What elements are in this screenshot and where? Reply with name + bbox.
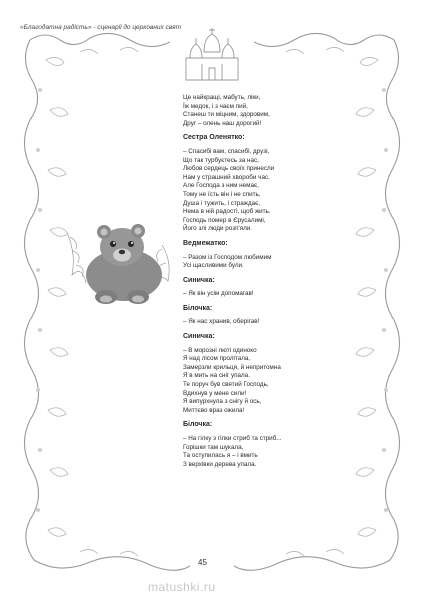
verse-line: Його злі люди розп'яли. bbox=[183, 225, 253, 233]
script-text bbox=[183, 94, 323, 469]
verse-block bbox=[183, 94, 323, 128]
verse-line: Я над лісом пролітала, bbox=[183, 355, 251, 363]
verse-line: Нема в ній радості, щоб жить. bbox=[183, 208, 271, 216]
verse-line: Що так турбуєтесь за нас, bbox=[183, 156, 259, 164]
verse-line: – На гілку з гілки стриб та стриб... bbox=[183, 435, 282, 442]
verse-line: Господь помер в Єрусалимі, bbox=[183, 216, 266, 224]
verse-line: – Як нас хранив, оберігав! bbox=[183, 318, 260, 326]
page-number: 45 bbox=[198, 558, 207, 567]
verse-line: Усі щасливими були. bbox=[183, 262, 244, 270]
verse-line: – В морозні люті одиноко bbox=[183, 346, 257, 354]
verse-line: Станеш ти міцним, здоровим, bbox=[183, 111, 270, 119]
verse-line: Це найкращі, мабуть, ліки, bbox=[183, 94, 261, 101]
verse-line: – Спасибі вам, спасибі, друзі, bbox=[183, 147, 270, 155]
verse-line: Нам у страшний хвороби час. bbox=[183, 173, 270, 181]
verse-line: Та оступилась я – і вмить bbox=[183, 452, 258, 460]
speaker-label: Сестра Оленятко: bbox=[183, 134, 245, 142]
verse-line: Їж медок, і з чаєм пий, bbox=[183, 102, 248, 110]
verse-line: Я випурхнула з снігу й ось, bbox=[183, 398, 262, 406]
verse-block bbox=[183, 347, 323, 416]
verse-line: Душа і тужить, і страждає, bbox=[183, 199, 261, 207]
verse-line: Миттєво враз ожила! bbox=[183, 406, 245, 414]
verse-block bbox=[183, 290, 323, 299]
verse-line: – Разом із Господом любимим bbox=[183, 253, 272, 261]
verse-block bbox=[183, 435, 323, 469]
verse-line: Тому не їсть він і не спить, bbox=[183, 190, 261, 198]
verse-block bbox=[183, 318, 323, 327]
speaker-label: Синичка: bbox=[183, 276, 215, 284]
page-header: «Благодатна радість» - сценарії до церковних свят bbox=[20, 24, 181, 31]
verse-line: Горішки там шукала, bbox=[183, 443, 244, 451]
verse-block bbox=[183, 148, 323, 234]
verse-line: – Як він усім допомагав! bbox=[183, 290, 254, 298]
verse-line: Те поруч був святий Господь, bbox=[183, 381, 269, 389]
speaker-label: Білочка: bbox=[183, 304, 213, 312]
speaker-label: Білочка: bbox=[183, 421, 213, 429]
verse-line: Любов сердець своїх принесли bbox=[183, 165, 275, 173]
verse-line: З верхівки дерева упала. bbox=[183, 460, 257, 468]
speaker-label: Синичка: bbox=[183, 333, 215, 341]
bear-cub-illustration bbox=[62, 205, 182, 310]
verse-line: Замерзли крильця, й непритомна bbox=[183, 363, 281, 371]
verse-line: Але Господа з ним немає, bbox=[183, 182, 259, 190]
verse-line: Вдихнув у мене сили! bbox=[183, 389, 247, 397]
watermark: matushki.ru bbox=[148, 580, 216, 594]
church-domes-icon bbox=[176, 24, 248, 84]
verse-line: Друг – олень наш дорогий! bbox=[183, 119, 262, 127]
verse-block bbox=[183, 254, 323, 271]
speaker-label: Ведмежатко: bbox=[183, 239, 228, 247]
verse-line: Я в мить на сніг упала. bbox=[183, 372, 250, 380]
